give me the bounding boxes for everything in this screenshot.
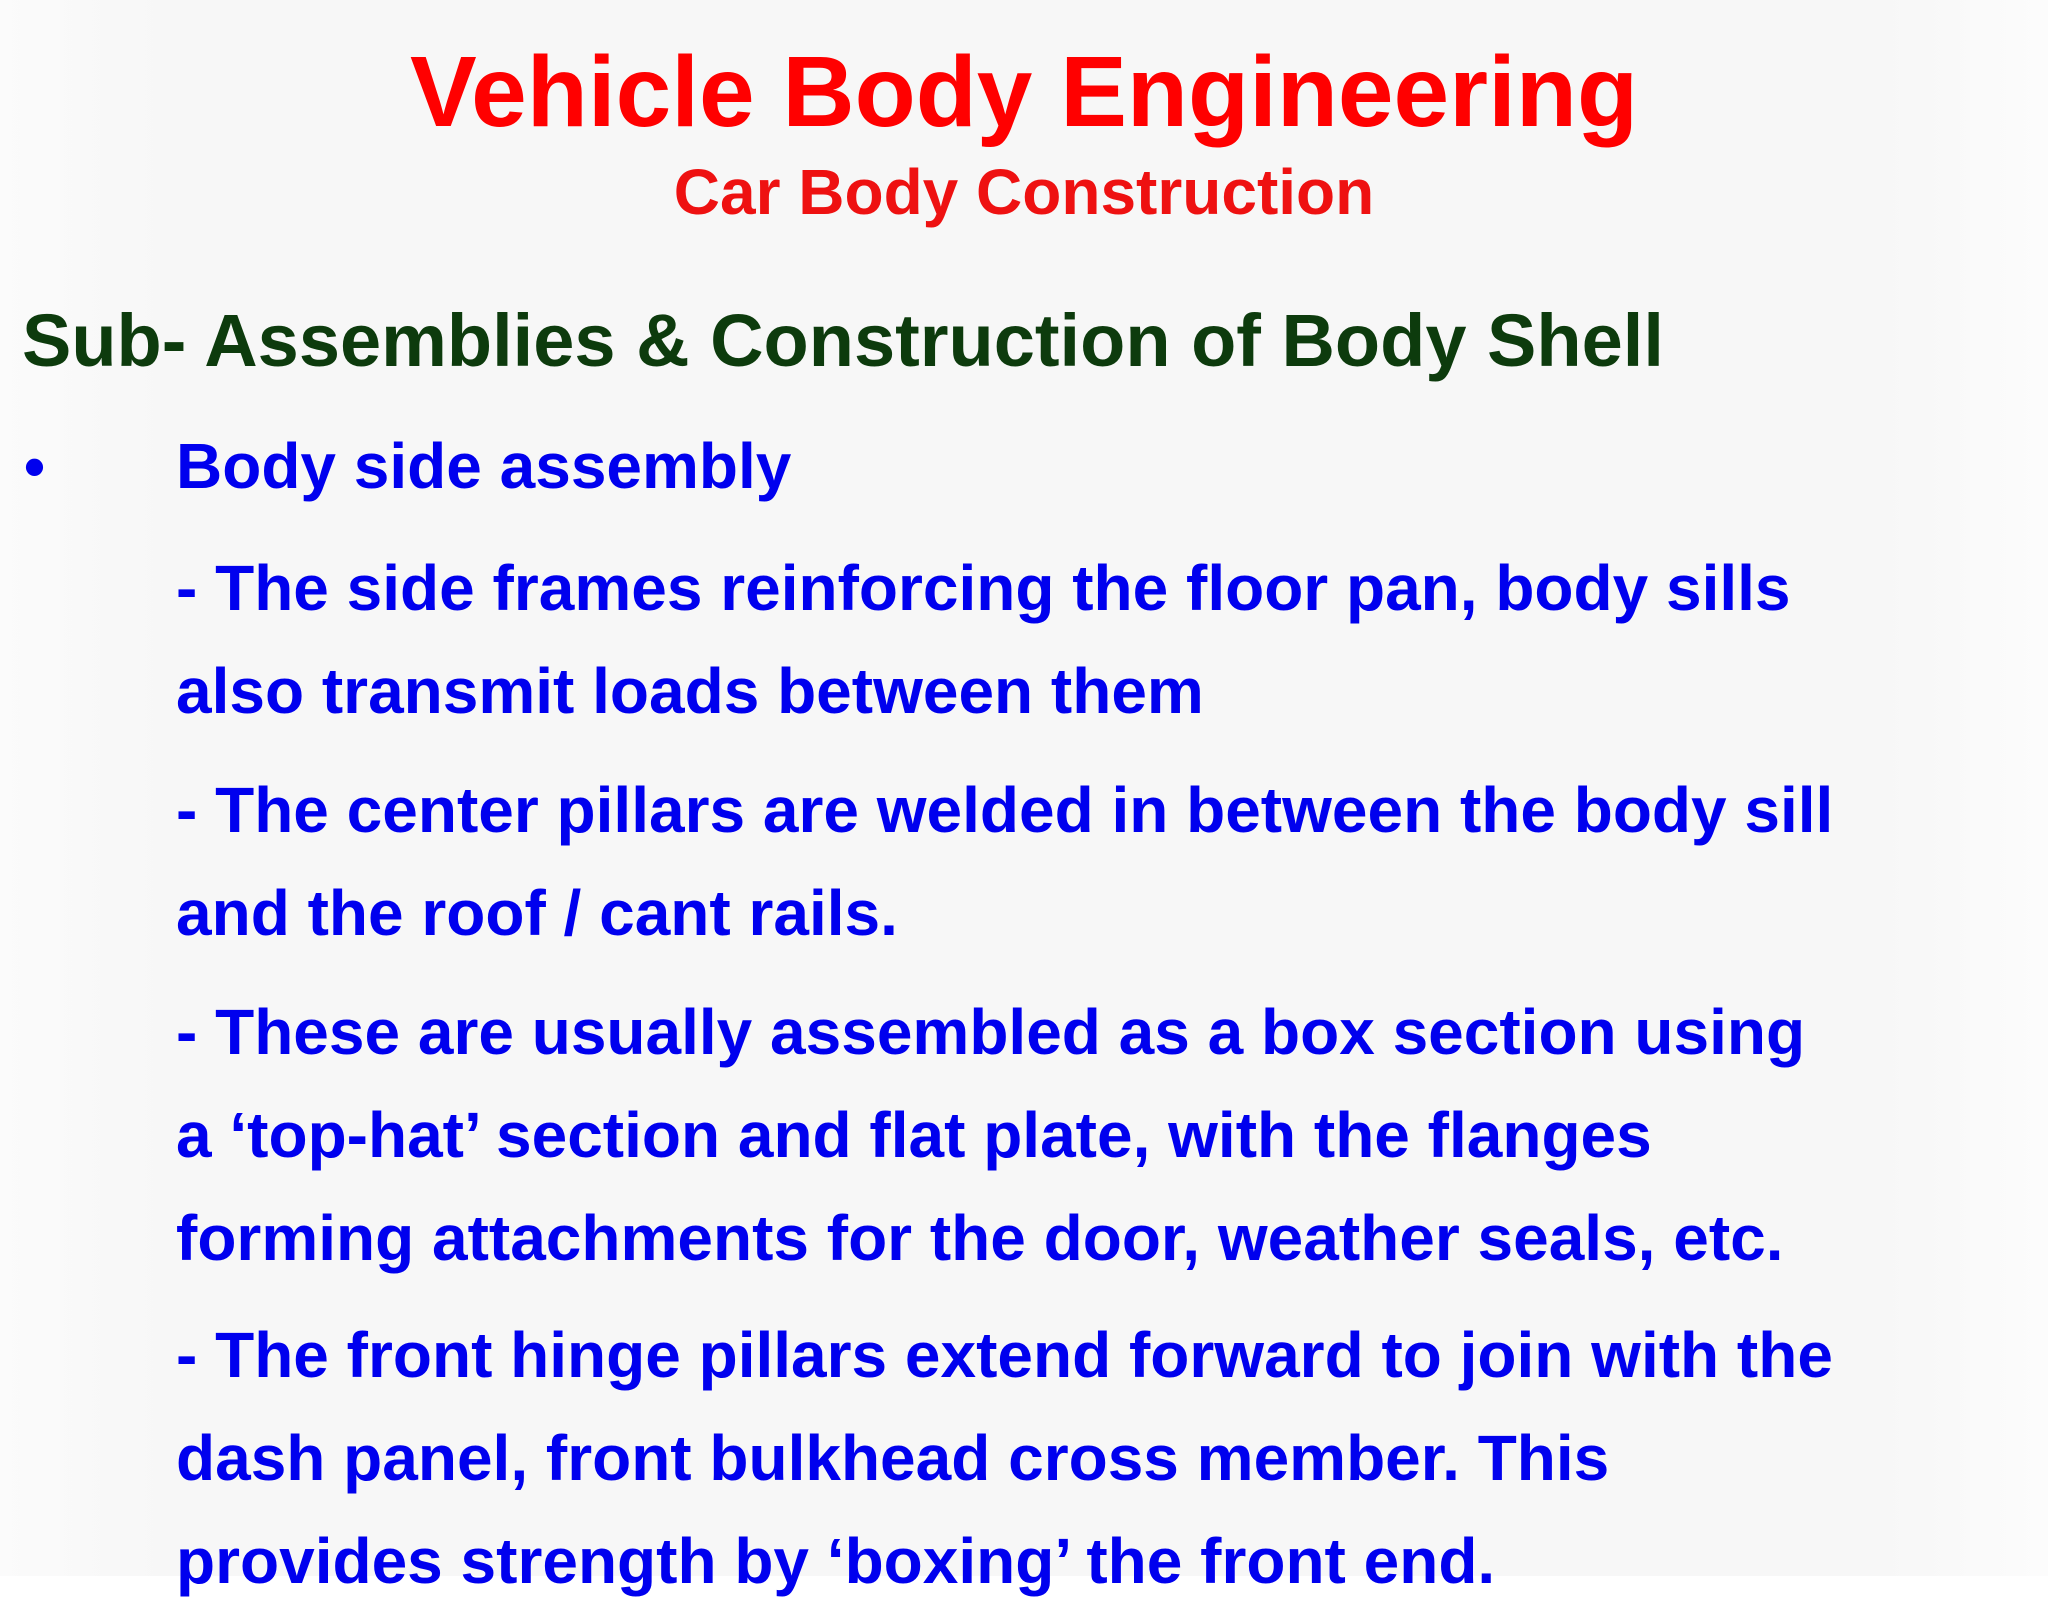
paragraph-line: - These are usually assembled as a box section using (176, 996, 1806, 1068)
paragraph-line: - The front hinge pillars extend forward to join with the (176, 1319, 1833, 1391)
slide-title: Vehicle Body Engineering (409, 36, 1639, 148)
section-heading: Sub- Assemblies & Construction of Body Shell (22, 299, 1664, 382)
paragraph-line: - The center pillars are welded in between the body sill (176, 774, 1834, 846)
paragraph-line: - The side frames reinforcing the floor pan, body sills (176, 552, 1791, 624)
slide-subtitle: Car Body Construction (673, 156, 1375, 228)
paragraph-side-frames (176, 537, 1791, 743)
paragraph-line: also transmit loads between them (176, 655, 1204, 727)
paragraph-line: dash panel, front bulkhead cross member. This (176, 1422, 1610, 1494)
bullet-icon: • (24, 433, 46, 500)
paragraph-line: forming attachments for the door, weather seals, etc. (176, 1202, 1784, 1274)
paragraph-line: and the roof / cant rails. (176, 877, 898, 949)
bullet-item-title: Body side assembly (176, 430, 792, 502)
paragraph-line: provides strength by ‘boxing’ the front end. (176, 1525, 1496, 1597)
paragraph-hinge-pillars (176, 1304, 1833, 1613)
paragraph-box-section (176, 981, 1805, 1290)
paragraph-center-pillars (176, 759, 1833, 965)
paragraph-line: a ‘top-hat’ section and flat plate, with the flanges (176, 1099, 1652, 1171)
